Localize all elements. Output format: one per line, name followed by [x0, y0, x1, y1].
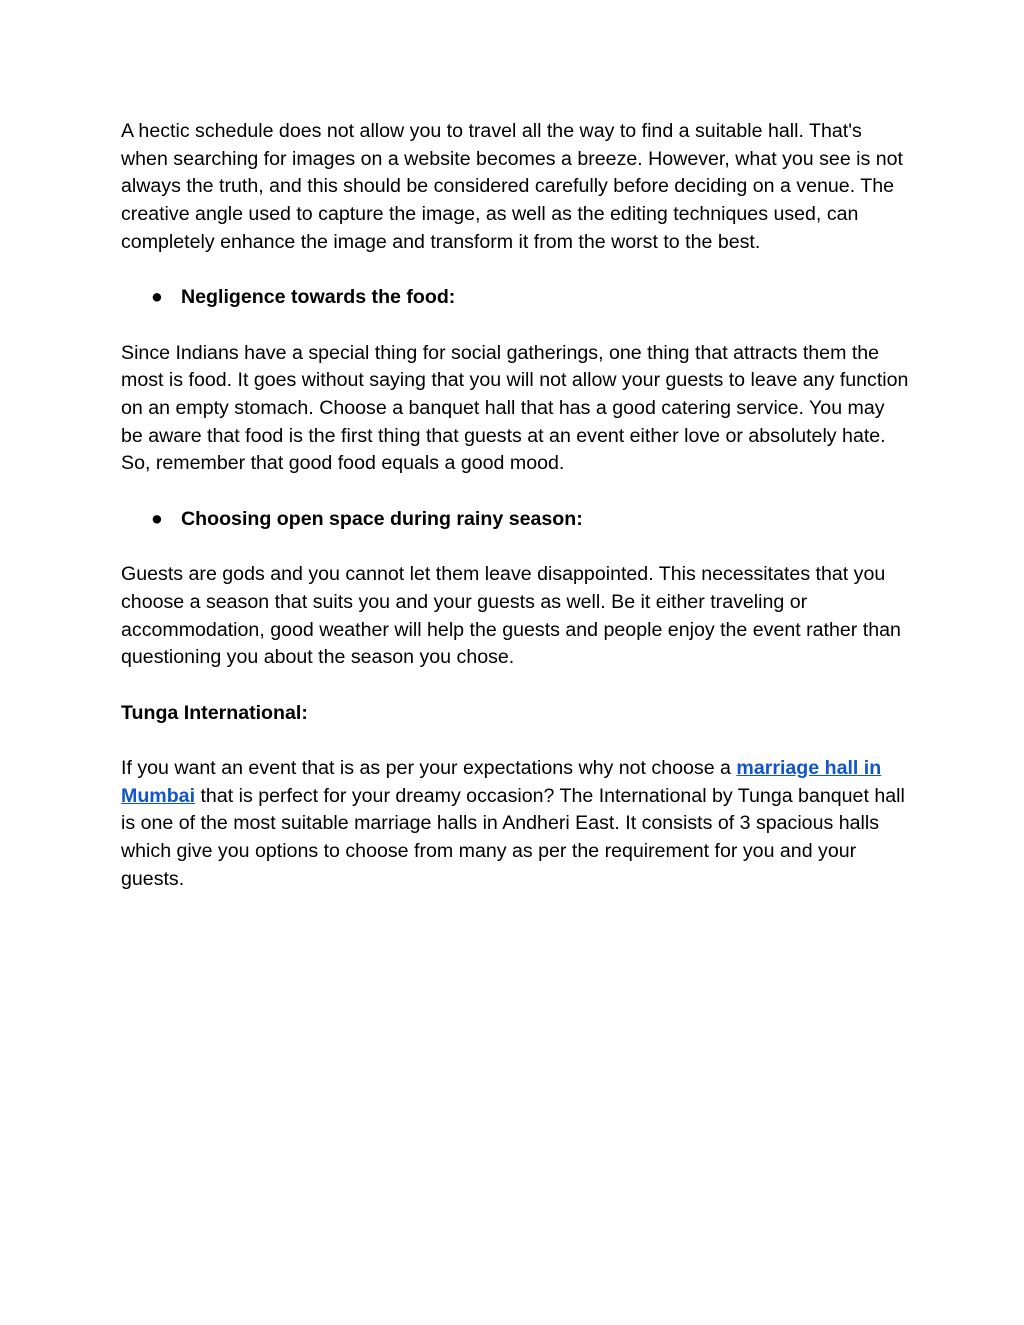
food-paragraph: Since Indians have a special thing for social gatherings, one thing that attracts them the most is food. It goes without saying that you will not allow your guests to leave any function on an empty stomach. Choose a banquet hall that has a good catering service. You may be aware that food is the first thing that guests at an event either love or absolutely hate. So, remember that good food equals a good mood.	[121, 341, 909, 475]
season-paragraph: Guests are gods and you cannot let them leave disappointed. This necessitates that you choose a season that suits you and your guests as well. Be it either traveling or accommodation, good weather will help the guests and people enjoy the event rather than questioning you about the season you chose.	[121, 563, 901, 669]
tunga-heading: Tunga International:	[121, 701, 308, 724]
bullet-rainy-season	[151, 506, 911, 534]
bullet-label-food: Negligence towards the food:	[181, 286, 456, 309]
document-page	[121, 118, 911, 921]
intro-paragraph: A hectic schedule does not allow you to travel all the way to find a suitable hall. That's when searching for images on a website becomes a breeze. However, what you see is not always the truth, and this should be considered carefully before deciding on a venue. The creative angle used to capture the image, as well as the editing techniques used, can completely enhance the image and transform it from the worst to the best.	[121, 120, 903, 253]
bullet-negligence-food	[151, 284, 911, 312]
bullet-label-season: Choosing open space during rainy season:	[181, 507, 583, 530]
marriage-hall-link[interactable]: marriage hall in Mumbai	[121, 757, 882, 807]
bullet-dot-icon: ●	[151, 507, 163, 530]
tunga-paragraph	[121, 755, 911, 894]
tunga-text-before: If you want an event that is as per your expectations why not choose a	[121, 757, 737, 780]
bullet-dot-icon: ●	[151, 286, 163, 309]
tunga-text-after: that is perfect for your dreamy occasion? The International by Tunga banquet hall is one of the most suitable marriage halls in Andheri East. It consists of 3 spacious halls which give you options to choose from many as per the requirement for you and your guests.	[121, 784, 905, 890]
